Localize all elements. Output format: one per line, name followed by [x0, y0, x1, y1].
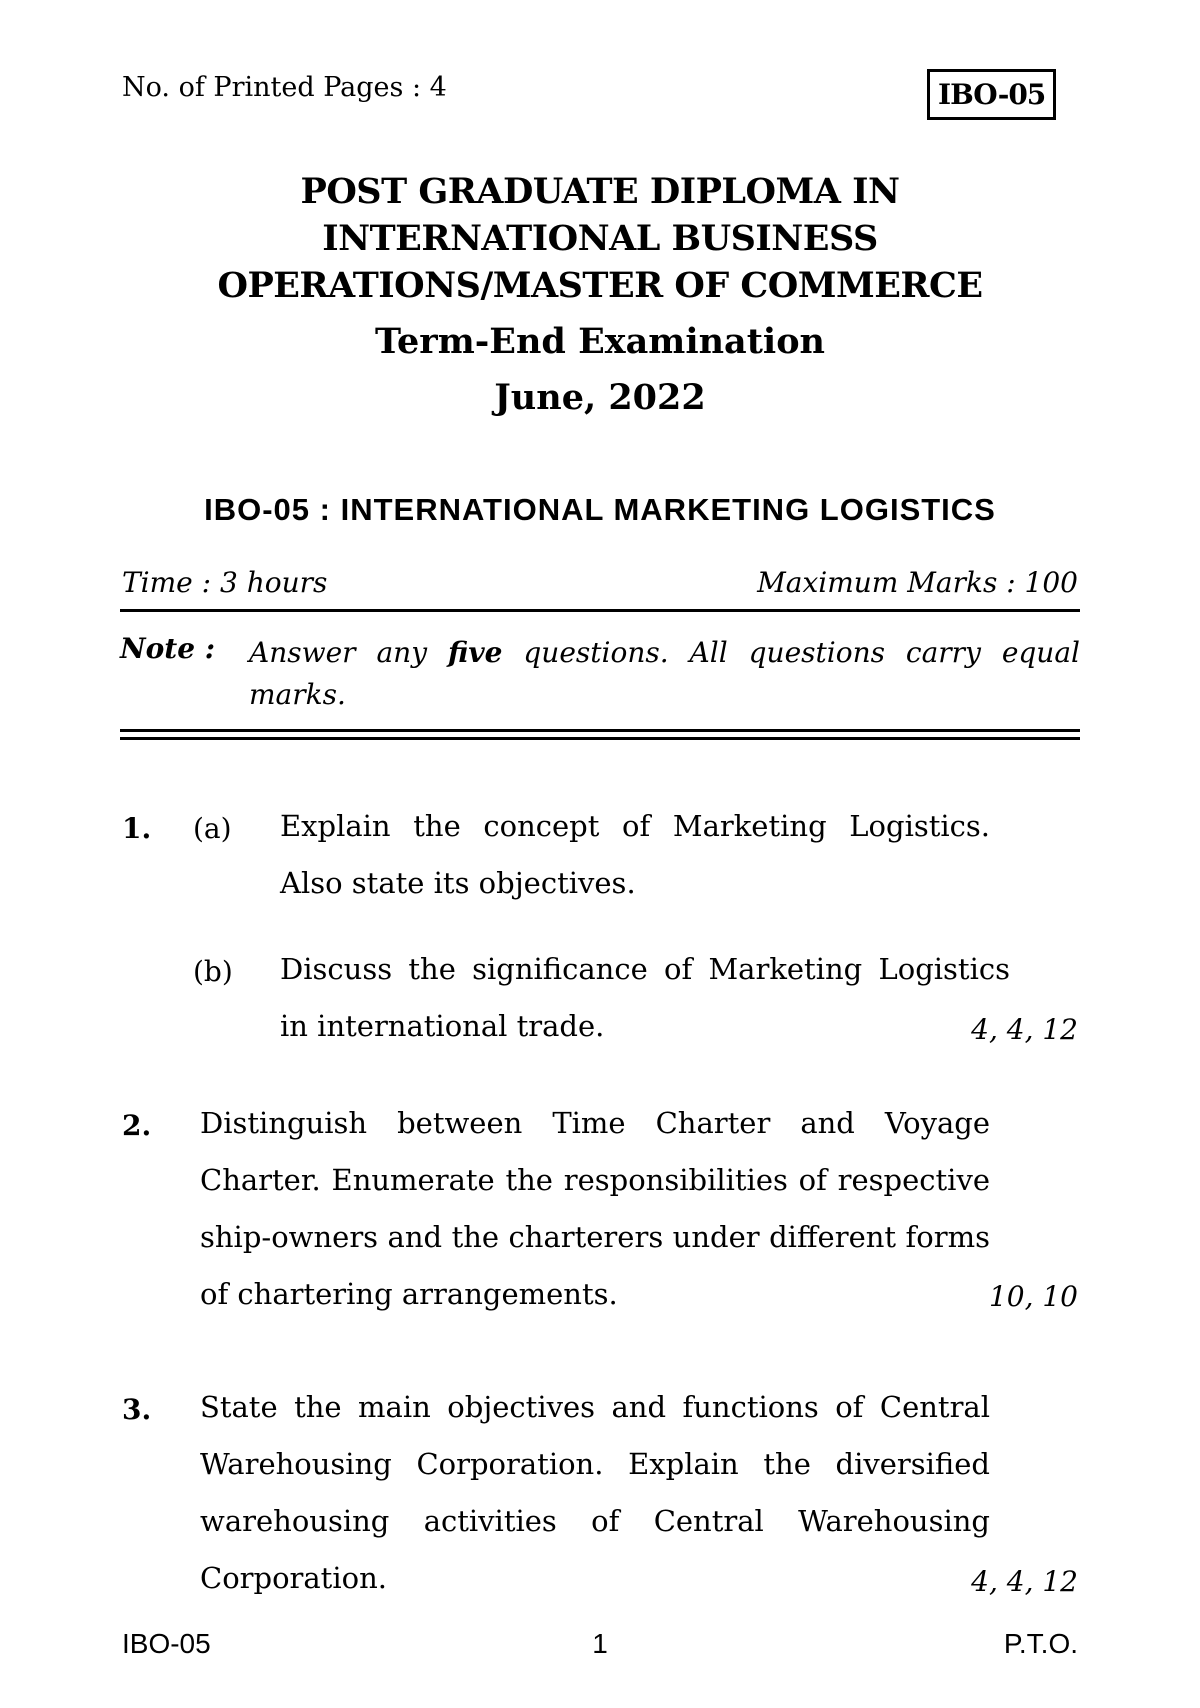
title-block — [100, 168, 1100, 421]
sub-question-label: (b) — [193, 955, 233, 988]
time-allowed: Time : 3 hours — [122, 566, 328, 599]
page-number: 1 — [592, 1628, 608, 1659]
printed-pages-count: No. of Printed Pages : 4 — [122, 72, 447, 103]
question-text: Distinguish between Time Charter and Voyage Charter. Enumerate the responsibilities of respective ship-owners and the charterers under different forms of chartering arrangements. — [200, 1106, 990, 1311]
question-text: State the main objectives and functions of Central Warehousing Corporation. Explain the diversified warehousing activities of Central Warehousing Corporation. — [200, 1390, 990, 1595]
note-text-after: questions. All questions carry equal marks. — [249, 636, 1080, 711]
title-line: POST GRADUATE DIPLOMA IN — [300, 171, 900, 212]
note-text-before: Answer any — [249, 636, 428, 669]
double-divider-bottom — [120, 737, 1080, 740]
note-text — [249, 632, 1080, 716]
paper-code-box: IBO-05 — [927, 69, 1056, 120]
exam-name: Term-End Examination — [374, 321, 825, 362]
footer-paper-code: IBO-05 — [122, 1628, 211, 1659]
sub-question-label: (a) — [193, 812, 232, 845]
question-number: 2. — [122, 1109, 152, 1142]
exam-date: June, 2022 — [494, 377, 706, 418]
note-label: Note : — [120, 632, 216, 665]
question-text: Explain the concept of Marketing Logistics. Also state its objectives. — [280, 809, 990, 900]
question-marks: 4, 4, 12 — [971, 1013, 1078, 1046]
title-line: OPERATIONS/MASTER OF COMMERCE — [217, 265, 983, 306]
question-number: 1. — [122, 812, 152, 845]
note-emphasis: five — [447, 636, 503, 669]
question-text: Discuss the significance of Marketing Logistics in international trade. — [280, 952, 1010, 1043]
course-title: IBO-05 : INTERNATIONAL MARKETING LOGISTICS — [204, 492, 996, 527]
question-marks: 4, 4, 12 — [971, 1565, 1078, 1598]
title-line: INTERNATIONAL BUSINESS — [322, 218, 878, 259]
maximum-marks: Maximum Marks : 100 — [757, 566, 1078, 599]
question-number: 3. — [122, 1393, 152, 1426]
pto-label: P.T.O. — [1003, 1628, 1078, 1659]
double-divider-top — [120, 729, 1080, 732]
divider — [120, 609, 1080, 612]
question-marks: 10, 10 — [988, 1280, 1078, 1313]
